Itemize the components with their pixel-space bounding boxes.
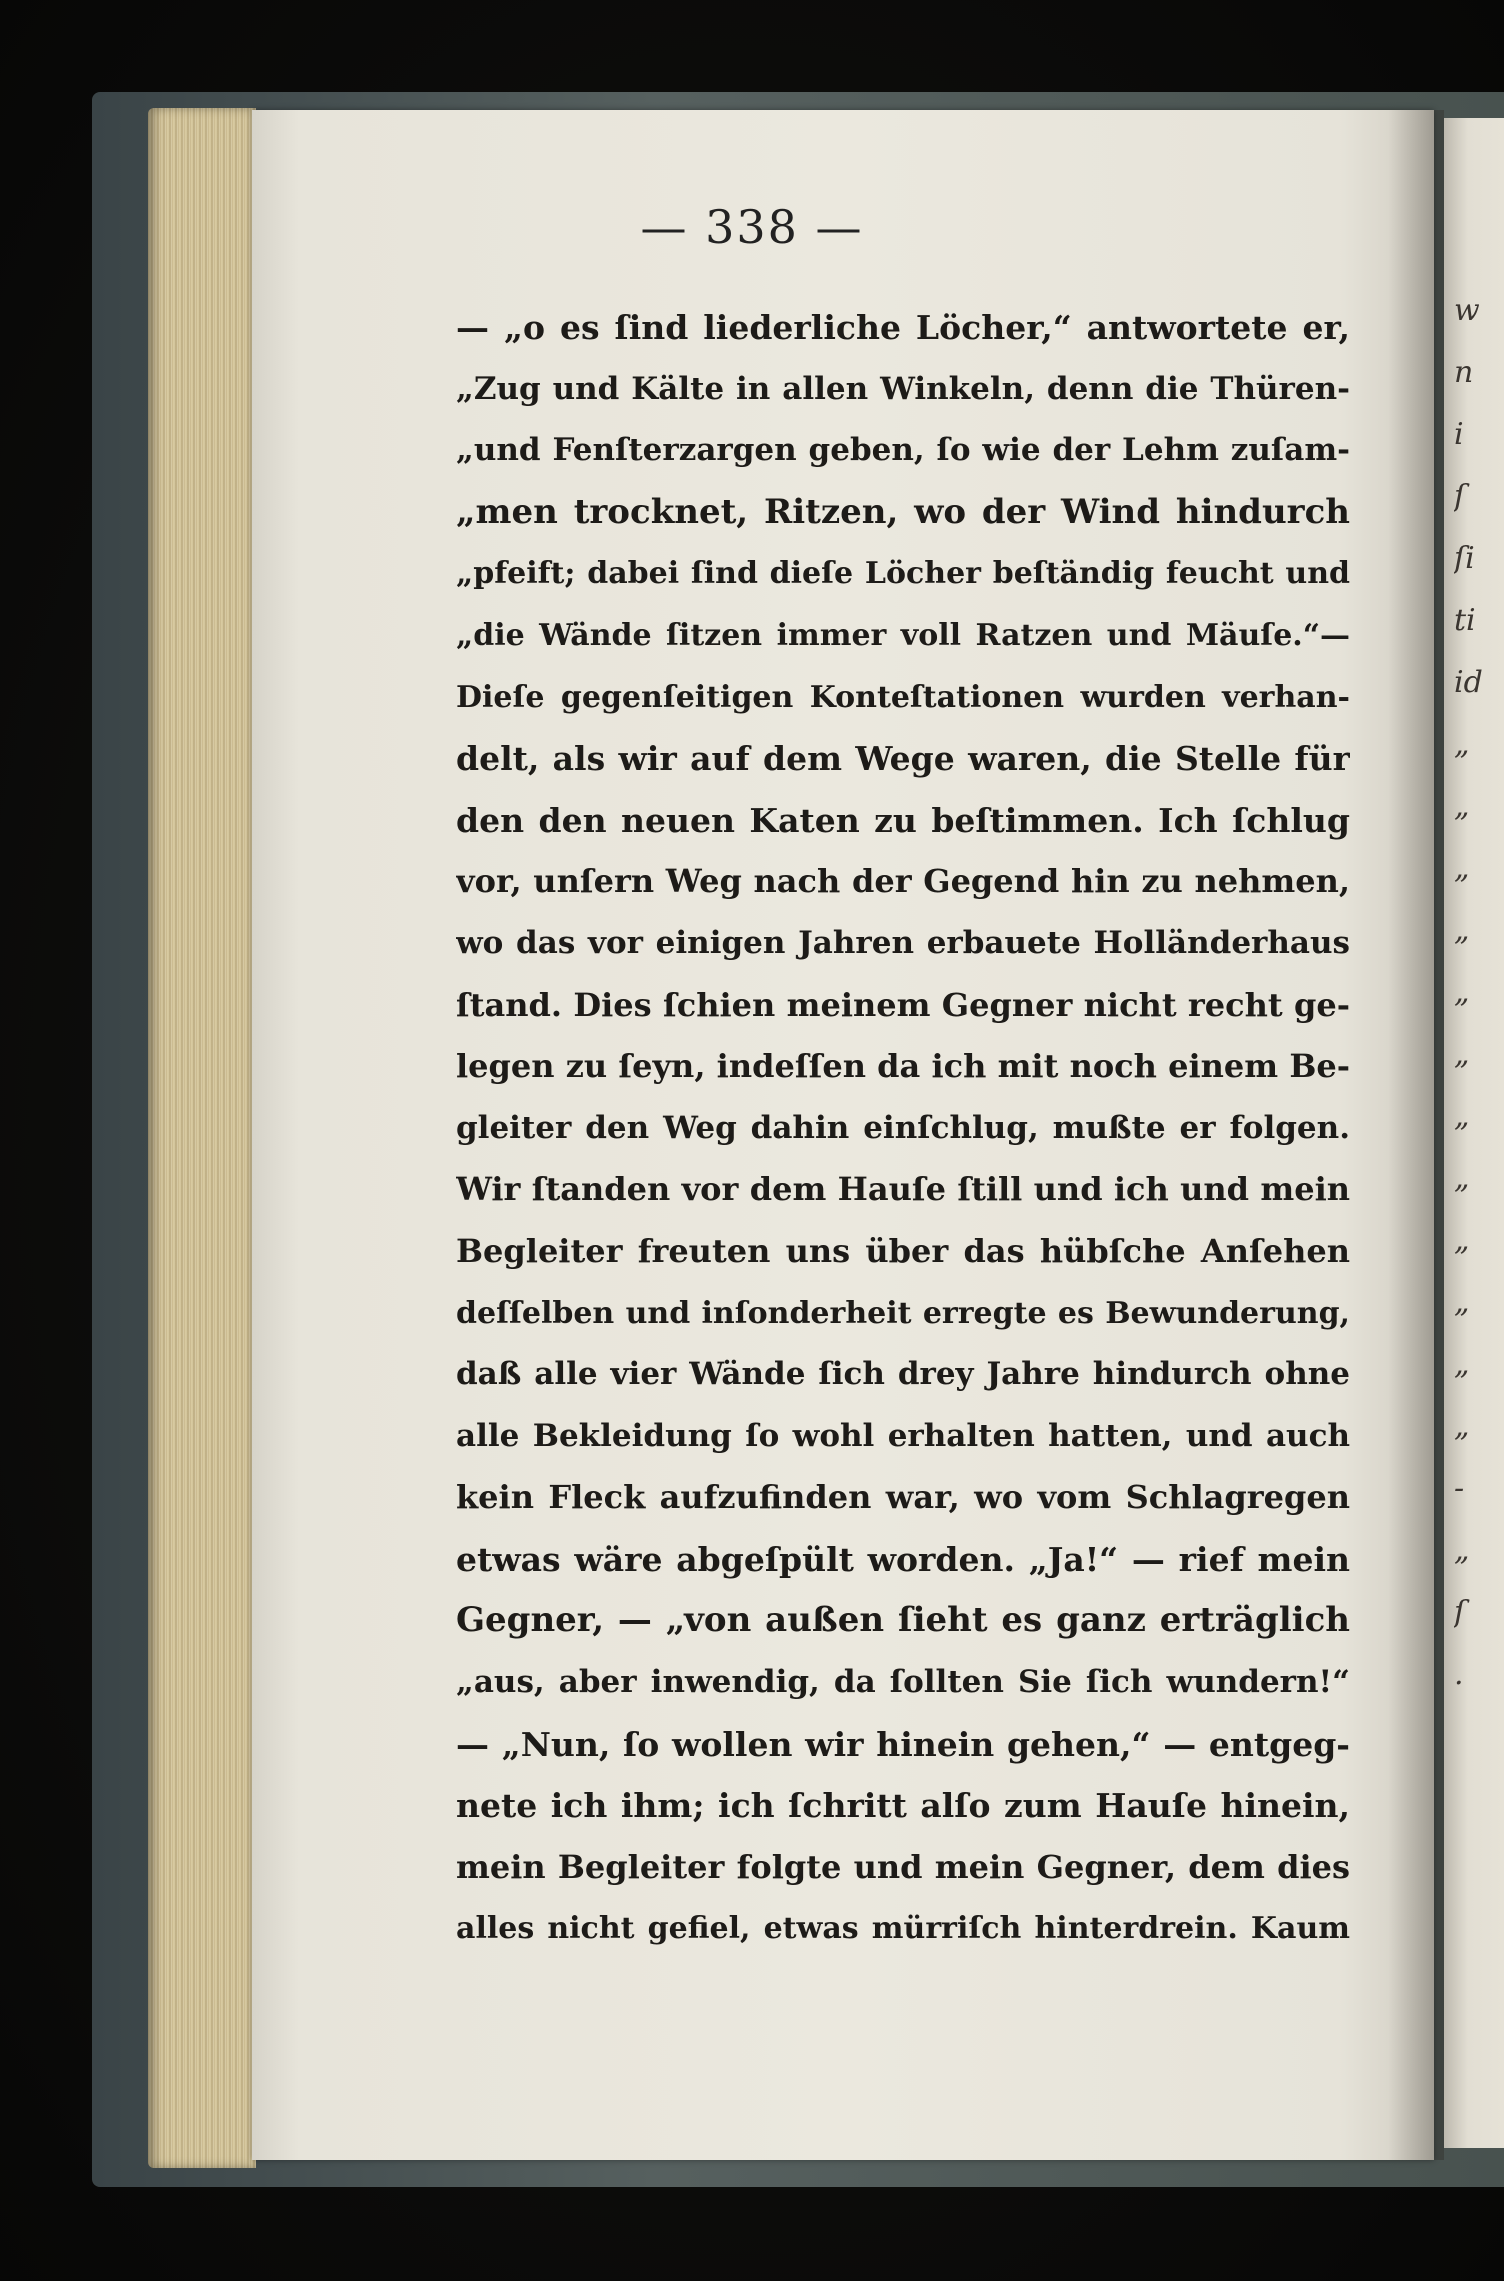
text-line: „und Fenſterzargen geben, ſo wie der Lehm zuſam- — [456, 432, 1350, 469]
facing-page-fragment: „ — [1454, 1347, 1470, 1382]
page-number: — 338 — — [640, 200, 864, 254]
facing-page-text — [1454, 280, 1500, 1706]
text-line: daß alle vier Wände ſich drey Jahre hindurch ohne — [456, 1356, 1350, 1393]
facing-page-fragment: „ — [1454, 851, 1470, 886]
facing-page-fragment: ſ — [1454, 479, 1466, 514]
text-line: wo das vor einigen Jahren erbauete Holländerhaus — [456, 924, 1350, 961]
text-line: Dieſe gegenſeitigen Konteſtationen wurden verhan- — [456, 679, 1350, 715]
text-line: „pfeift; dabei ſind dieſe Löcher beſtändig feucht und — [456, 556, 1350, 592]
text-line: den den neuen Katen zu beſtimmen. Ich ſchlug — [456, 800, 1350, 840]
facing-page-fragment: n — [1454, 355, 1474, 390]
text-line: gleiter den Weg dahin einſchlug, mußte er folgen. — [456, 1109, 1350, 1146]
text-line: — „o es ſind liederliche Löcher,“ antwortete er, — [456, 308, 1350, 347]
text-line: „aus, aber inwendig, da ſollten Sie ſich wundern!“ — [456, 1664, 1350, 1701]
facing-page-fragment: „ — [1454, 1533, 1470, 1568]
text-line: mein Begleiter folgte und mein Gegner, dem dies — [456, 1847, 1350, 1886]
facing-page-fragment: „ — [1454, 1037, 1470, 1072]
facing-page-fragment: id — [1454, 665, 1483, 700]
text-line: — „Nun, ſo wollen wir hinein gehen,“ — entgeg- — [456, 1724, 1350, 1764]
facing-page-fragment: „ — [1454, 1223, 1470, 1258]
text-line: Begleiter freuten uns über das hübſche Anſehen — [456, 1231, 1350, 1270]
text-line: etwas wäre abgeſpült worden. „Ja!“ — rief mein — [456, 1539, 1350, 1579]
facing-page-fragment: ſ — [1454, 1595, 1466, 1630]
facing-page-fragment: ſi — [1454, 541, 1475, 576]
text-line: alles nicht gefiel, etwas mürriſch hinterdrein. Kaum — [456, 1911, 1350, 1947]
text-line: nete ich ihm; ich ſchritt alſo zum Hauſe hinein, — [456, 1786, 1350, 1826]
facing-page-fragment: ti — [1454, 603, 1476, 638]
facing-page-fragment: „ — [1454, 975, 1470, 1010]
text-line: Gegner, — „von außen ſieht es ganz erträglich — [456, 1600, 1350, 1641]
text-line: vor, unſern Weg nach der Gegend hin zu nehmen, — [456, 862, 1350, 901]
facing-page-fragment: „ — [1454, 913, 1470, 948]
text-line: deſſelben und inſonderheit erregte es Bewunderung, — [456, 1295, 1350, 1331]
body-text — [456, 297, 1350, 1960]
facing-page-fragment: „ — [1454, 1409, 1470, 1444]
facing-page-fragment: - — [1454, 1471, 1465, 1506]
text-line: „men trocknet, Ritzen, wo der Wind hindurch — [456, 491, 1350, 532]
text-line: delt, als wir auf dem Wege waren, die Stelle für — [456, 739, 1350, 779]
facing-page-fragment: . — [1454, 1657, 1464, 1692]
facing-page-fragment: „ — [1454, 1285, 1470, 1320]
text-line: „Zug und Kälte in allen Winkeln, denn die Thüren- — [456, 370, 1350, 407]
facing-page-fragment: „ — [1454, 727, 1470, 762]
text-line: ſtand. Dies ſchien meinem Gegner nicht recht ge- — [456, 985, 1350, 1024]
text-line: „die Wände ſitzen immer voll Ratzen und Mäuſe.“— — [456, 617, 1350, 653]
text-line: alle Bekleidung ſo wohl erhalten hatten, und auch — [456, 1417, 1350, 1454]
text-line: kein Fleck aufzufinden war, wo vom Schlagregen — [456, 1478, 1350, 1517]
facing-page-fragment: i — [1454, 417, 1464, 452]
text-line: legen zu ſeyn, indeſſen da ich mit noch einem Be- — [456, 1047, 1350, 1086]
text-line: Wir ſtanden vor dem Hauſe ſtill und ich und mein — [456, 1170, 1350, 1209]
facing-page-fragment: „ — [1454, 1099, 1470, 1134]
facing-page-fragment: w — [1454, 293, 1480, 328]
page-edges — [148, 108, 256, 2168]
gutter-shadow — [1388, 110, 1444, 2160]
facing-page-fragment: „ — [1454, 1161, 1470, 1196]
facing-page-fragment: „ — [1454, 789, 1470, 824]
